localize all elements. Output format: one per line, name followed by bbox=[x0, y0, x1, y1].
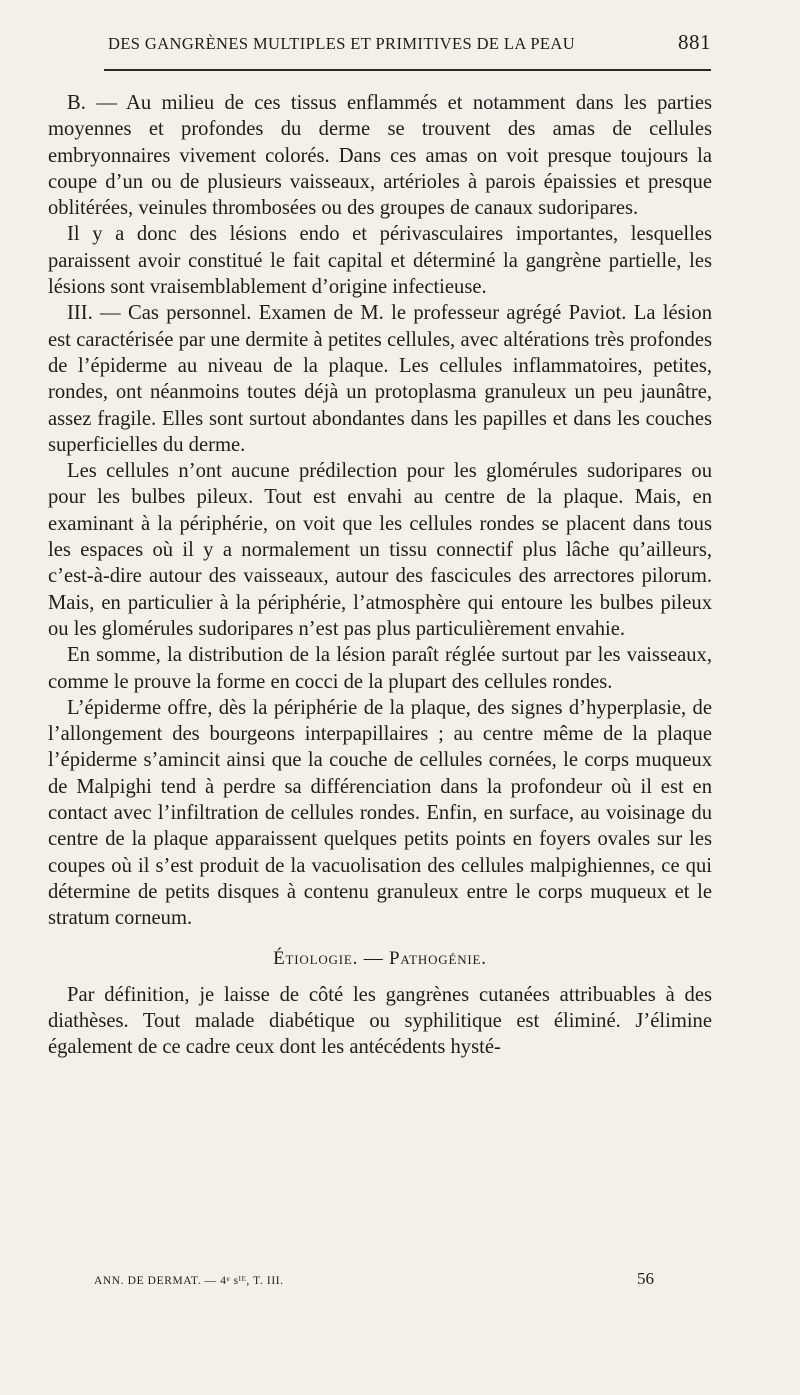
paragraph-definition: Par définition, je laisse de côté les gangrènes cutanées attribuables à des diathèses. Tout malade diabétique ou syphilitique est éliminé. J’élimine également de ce cadre ceux dont les antécédents hysté- bbox=[48, 983, 712, 1059]
signature-mark: 56 bbox=[637, 1269, 654, 1288]
paragraph-lesions-summary: Il y a donc des lésions endo et périvasculaires importantes, lesquelles paraissent avoir constitué le fait capital et déterminé la gangrène partielle, les lésions sont vraisemblablement d’origine infectieuse. bbox=[48, 223, 712, 299]
header-rule bbox=[104, 69, 711, 71]
paragraph-observation-b: B. — Au milieu de ces tissus enflammés et notamment dans les parties moyennes et profondes du derme se trouvent des amas de cellules embryonnaires vivement colorés. Dans ces amas on voit presque toujours la coupe d’un ou de plusieurs vaisseaux, artérioles à parois épaissies et presque oblitérées, veinules thrombosées ou des groupes de canaux sudoripares. bbox=[48, 92, 712, 220]
body-text bbox=[48, 90, 712, 1061]
page-number: 881 bbox=[678, 30, 711, 54]
paragraph-in-summary: En somme, la distribution de la lésion paraît réglée surtout par les vaisseaux, comme le prouve la forme en cocci de la plupart des cellules rondes. bbox=[48, 644, 712, 693]
page-footer bbox=[94, 1269, 654, 1289]
running-title: DES GANGRÈNES MULTIPLES ET PRIMITIVES DE LA PEAU bbox=[108, 34, 576, 53]
paragraph-cell-distribution: Les cellules n’ont aucune prédilection pour les glomérules sudoripares ou pour les bulbes pileux. Tout est envahi au centre de la plaque. Mais, en examinant à la périphérie, on voit que les cellules rondes se placent dans tous les espaces où il y a normalement un tissu connectif plus lâche qu’ailleurs, c’est-à-dire autour des vaisseaux, autour des fascicules des arrectores pilorum. Mais, en particulier à la périphérie, l’atmosphère qui entoure les bulbes pileux ou les glomérules sudoripares n’est pas plus particulièrement envahie. bbox=[48, 460, 712, 640]
paragraph-epidermis: L’épiderme offre, dès la périphérie de la plaque, des signes d’hyperplasie, de l’allongement des bourgeons interpapillaires ; au centre même de la plaque l’épiderme s’amincit ainsi que la couche de cellules cornées, le corps muqueux de Malpighi tend à perdre sa différenciation dans la profondeur où il est en contact avec l’infiltration de cellules rondes. Enfin, en surface, au voisinage du centre de la plaque apparaissent quelques petits points en foyers ovales sur les coupes où il s’est produit de la vacuolisation des cellules malpighiennes, ce qui détermine de petits disques à contenu granuleux entre le corps muqueux et le stratum corneum. bbox=[48, 696, 712, 930]
running-head bbox=[108, 30, 711, 55]
paragraph-case-three: III. — Cas personnel. Examen de M. le professeur agrégé Paviot. La lésion est caractérisée par une dermite à petites cellules, avec altérations très profondes de l’épiderme au niveau de la plaque. Les cellules inflammatoires, petites, rondes, ont néanmoins toutes déjà un protoplasma granuleux un peu jaunâtre, assez fragile. Elles sont surtout abondantes dans les papilles et dans les couches superficielles du derme. bbox=[48, 302, 712, 456]
section-heading: Étiologie. — Pathogénie. bbox=[273, 947, 487, 969]
journal-reference: ANN. DE DERMAT. — 4ᵉ sᴵᴱ, T. III. bbox=[94, 1275, 284, 1287]
